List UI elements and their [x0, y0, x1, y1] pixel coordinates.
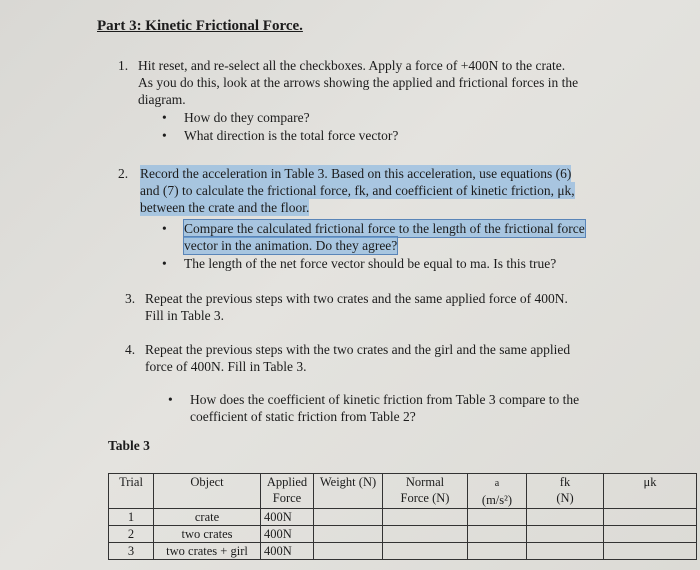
item-number: 1.: [118, 58, 129, 73]
bullet-text: How does the coefficient of kinetic friction from Table 3 compare to the: [190, 392, 580, 407]
section-title: Part 3: Kinetic Frictional Force.: [97, 18, 303, 34]
item-line: Fill in Table 3.: [145, 308, 225, 323]
bullet-dot: •: [162, 110, 167, 125]
cell-object: two crates + girl: [154, 543, 261, 560]
table-row: [109, 526, 697, 543]
cell-mu-k: [604, 509, 697, 526]
data-table: [108, 473, 697, 560]
header-weight: [314, 474, 383, 509]
bullet-text: What direction is the total force vector?: [184, 128, 399, 143]
cell-trial: 3: [109, 543, 154, 560]
cell-weight: [314, 543, 383, 560]
cell-applied-force: 400N: [261, 509, 314, 526]
bullet-text: How do they compare?: [184, 110, 310, 125]
header-text: Applied: [266, 475, 308, 489]
highlighted-bullet-text: vector in the animation. Do they agree?: [184, 238, 398, 253]
cell-acceleration: [468, 509, 527, 526]
header-acceleration: [468, 474, 527, 509]
item-line: diagram.: [138, 92, 186, 107]
highlighted-line: between the crate and the floor.: [140, 200, 310, 215]
header-text: Trial: [119, 475, 143, 489]
cell-normal-force: [383, 543, 468, 560]
bullet-text: The length of the net force vector should be equal to ma. Is this true?: [184, 256, 557, 271]
table-header-row: [109, 474, 697, 509]
bullet-dot: •: [162, 128, 167, 143]
cell-trial: 1: [109, 509, 154, 526]
table-row: [109, 543, 697, 560]
cell-fk: [527, 509, 604, 526]
cell-weight: [314, 509, 383, 526]
cell-mu-k: [604, 543, 697, 560]
cell-trial: 2: [109, 526, 154, 543]
item-line: Repeat the previous steps with the two crates and the girl and the same applied: [145, 342, 571, 357]
table-row: [109, 509, 697, 526]
header-text: (m/s²): [481, 493, 513, 507]
bullet-dot: •: [168, 392, 173, 407]
item-number: 3.: [125, 291, 136, 306]
header-applied-force: [261, 474, 314, 509]
item-line: force of 400N. Fill in Table 3.: [145, 359, 307, 374]
bullet-text: coefficient of static friction from Table 2?: [190, 409, 416, 424]
cell-applied-force: 400N: [261, 543, 314, 560]
table-label: Table 3: [108, 438, 150, 453]
cell-acceleration: [468, 526, 527, 543]
header-trial: [109, 474, 154, 509]
cell-object: crate: [154, 509, 261, 526]
bullet-dot: •: [162, 221, 167, 236]
bullet-dot: •: [162, 256, 167, 271]
cell-normal-force: [383, 526, 468, 543]
header-text: Normal: [405, 475, 445, 489]
header-text: fk: [559, 475, 571, 489]
cell-acceleration: [468, 543, 527, 560]
cell-object: two crates: [154, 526, 261, 543]
cell-weight: [314, 526, 383, 543]
cell-normal-force: [383, 509, 468, 526]
header-text: a: [494, 478, 500, 489]
header-object: [154, 474, 261, 509]
item-number: 4.: [125, 342, 136, 357]
header-fk: [527, 474, 604, 509]
item-line: As you do this, look at the arrows showing the applied and frictional forces in the: [138, 75, 579, 90]
header-text: Force (N): [400, 491, 450, 505]
cell-mu-k: [604, 526, 697, 543]
highlighted-line: Record the acceleration in Table 3. Based on this acceleration, use equations (6): [140, 166, 572, 181]
cell-fk: [527, 526, 604, 543]
header-text: Object: [190, 475, 224, 489]
header-text: Weight (N): [319, 475, 377, 489]
header-normal-force: [383, 474, 468, 509]
cell-applied-force: 400N: [261, 526, 314, 543]
item-line: Repeat the previous steps with two crates and the same applied force of 400N.: [145, 291, 568, 306]
header-text: (N): [556, 491, 574, 505]
highlighted-line: and (7) to calculate the frictional force, fk, and coefficient of kinetic friction, μk,: [140, 183, 575, 198]
item-line: Hit reset, and re-select all the checkboxes. Apply a force of +400N to the crate.: [138, 58, 566, 73]
header-mu-k: [604, 474, 697, 509]
header-text: Force: [272, 491, 302, 505]
header-text: μk: [643, 475, 657, 489]
highlighted-bullet-text: Compare the calculated frictional force to the length of the frictional force: [184, 221, 585, 236]
cell-fk: [527, 543, 604, 560]
item-number: 2.: [118, 166, 129, 181]
